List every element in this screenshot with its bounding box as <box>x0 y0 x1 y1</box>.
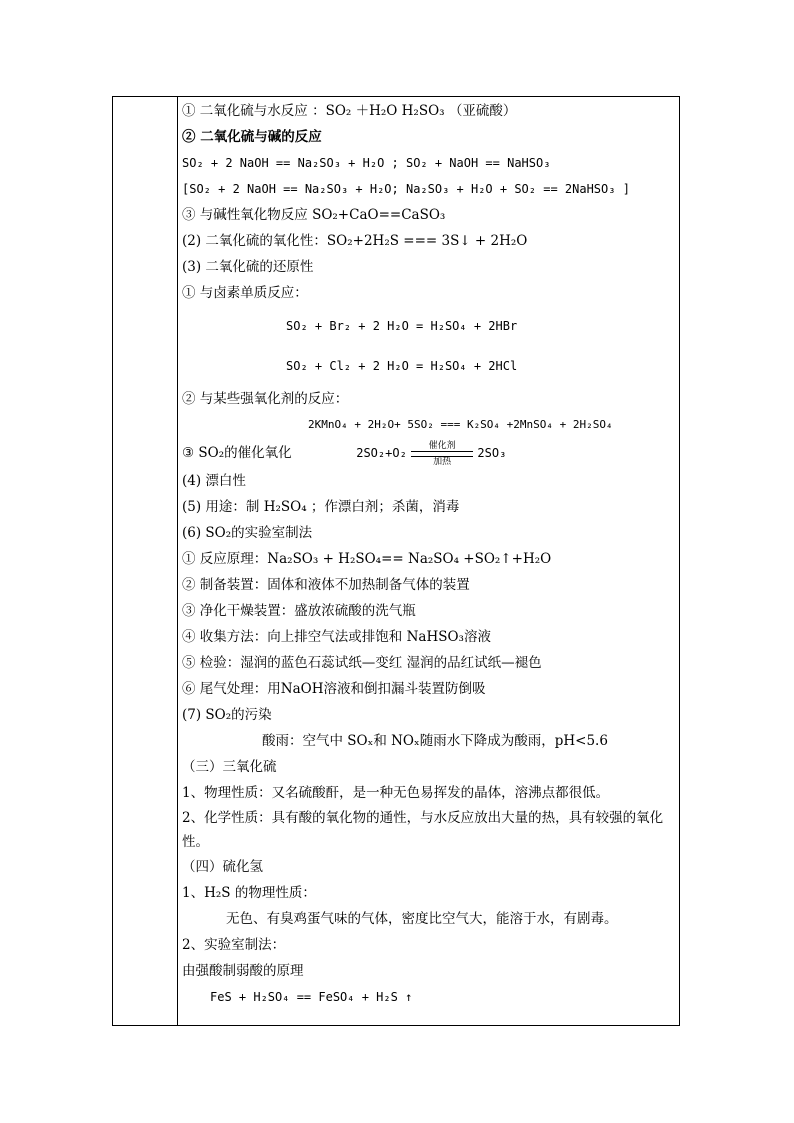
line-strong-acid-principle: 由强酸制弱酸的原理 <box>182 963 304 979</box>
line-h2s-physical-heading: 1、H₂S 的物理性质： <box>182 885 316 901</box>
line-h2s-physical: 无色、有臭鸡蛋气味的气体，密度比空气大，能溶于水，有剧毒。 <box>226 911 618 927</box>
line-h2s-heading: （四）硫化氢 <box>182 859 263 875</box>
line-h2s-lab-heading: 2、实验室制法： <box>182 937 286 953</box>
line-purification: ③ 净化干燥装置：盛放浓硫酸的洗气瓶 <box>182 603 416 619</box>
line-uses: (5) 用途：制 H₂SO₄ ；作漂白剂；杀菌，消毒 <box>182 499 460 515</box>
line-so3-heading: （三）三氧化硫 <box>182 759 277 775</box>
notes-content <box>182 98 678 1010</box>
line-pollution-heading: (7) SO₂的污染 <box>182 707 272 723</box>
heating-label: 加热 <box>433 456 452 467</box>
catalytic-label: ③ SO₂的催化氧化 <box>182 445 292 461</box>
line-reducing-heading: (3) 二氧化硫的还原性 <box>182 259 314 275</box>
line-tail-gas: ⑥ 尾气处理：用NaOH溶液和倒扣漏斗装置防倒吸 <box>182 681 486 697</box>
line-so2-naoh: SO₂ + 2 NaOH == Na₂SO₃ + H₂O ; SO₂ + NaOH == NaHSO₃ <box>182 156 551 170</box>
line-bleaching: (4) 漂白性 <box>182 473 246 489</box>
line-so2-base-heading: ② 二氧化硫与碱的反应 <box>182 129 322 145</box>
catalyst-label: 催化剂 <box>428 440 456 451</box>
line-so3-physical: 1、物理性质：又名硫酸酐，是一种无色易挥发的晶体，溶沸点都很低。 <box>182 785 610 801</box>
line-so2-water: ① 二氧化硫与水反应 ：SO₂ ＋H₂O H₂SO₃ （亚硫酸） <box>182 103 517 119</box>
line-so2-naoh-bracket: [SO₂ + 2 NaOH == Na₂SO₃ + H₂O; Na₂SO₃ + H₂O + SO₂ == 2NaHSO₃ ] <box>182 182 630 196</box>
line-oxidizing: (2) 二氧化硫的氧化性：SO₂+2H₂S === 3S↓ + 2H₂O <box>182 233 528 249</box>
line-cl2-equation: SO₂ + Cl₂ + 2 H₂O = H₂SO₄ + 2HCl <box>286 359 518 373</box>
catalytic-right: 2SO₃ <box>477 446 507 460</box>
catalytic-left: 2SO₂+O₂ <box>356 446 407 460</box>
line-acid-rain: 酸雨：空气中 SOₓ和 NOₓ随雨水下降成为酸雨，pH<5.6 <box>262 733 608 749</box>
line-collection: ④ 收集方法：向上排空气法或排饱和 NaHSO₃溶液 <box>182 629 491 645</box>
line-testing: ⑤ 检验：湿润的蓝色石蕊试纸—变红 湿润的品红试纸—褪色 <box>182 655 542 671</box>
line-lab-prep-heading: (6) SO₂的实验室制法 <box>182 525 313 541</box>
reversible-arrow <box>411 441 473 467</box>
line-fes-equation: FeS + H₂SO₄ == FeSO₄ + H₂S ↑ <box>210 990 413 1004</box>
line-basic-oxide: ③ 与碱性氧化物反应 SO₂+CaO==CaSO₃ <box>182 207 446 223</box>
line-so3-chemical: 2、化学性质：具有酸的氧化物的通性，与水反应放出大量的热，具有较强的氧化性。 <box>182 810 664 850</box>
line-reaction-principle: ① 反应原理：Na₂SO₃ + H₂SO₄== Na₂SO₄ +SO₂↑+H₂O <box>182 551 552 567</box>
line-kmno4-equation: 2KMnO₄ + 2H₂O+ 5SO₂ === K₂SO₄ +2MnSO₄ + 2H₂SO₄ <box>308 418 613 431</box>
column-divider <box>177 96 178 1026</box>
line-halogen-heading: ① 与卤素单质反应： <box>182 285 308 301</box>
line-apparatus: ② 制备装置：固体和液体不加热制备气体的装置 <box>182 577 470 593</box>
line-strong-oxidant-heading: ② 与某些强氧化剂的反应： <box>182 391 349 407</box>
line-br2-equation: SO₂ + Br₂ + 2 H₂O = H₂SO₄ + 2HBr <box>286 319 518 333</box>
line-catalytic-oxidation <box>182 438 678 468</box>
